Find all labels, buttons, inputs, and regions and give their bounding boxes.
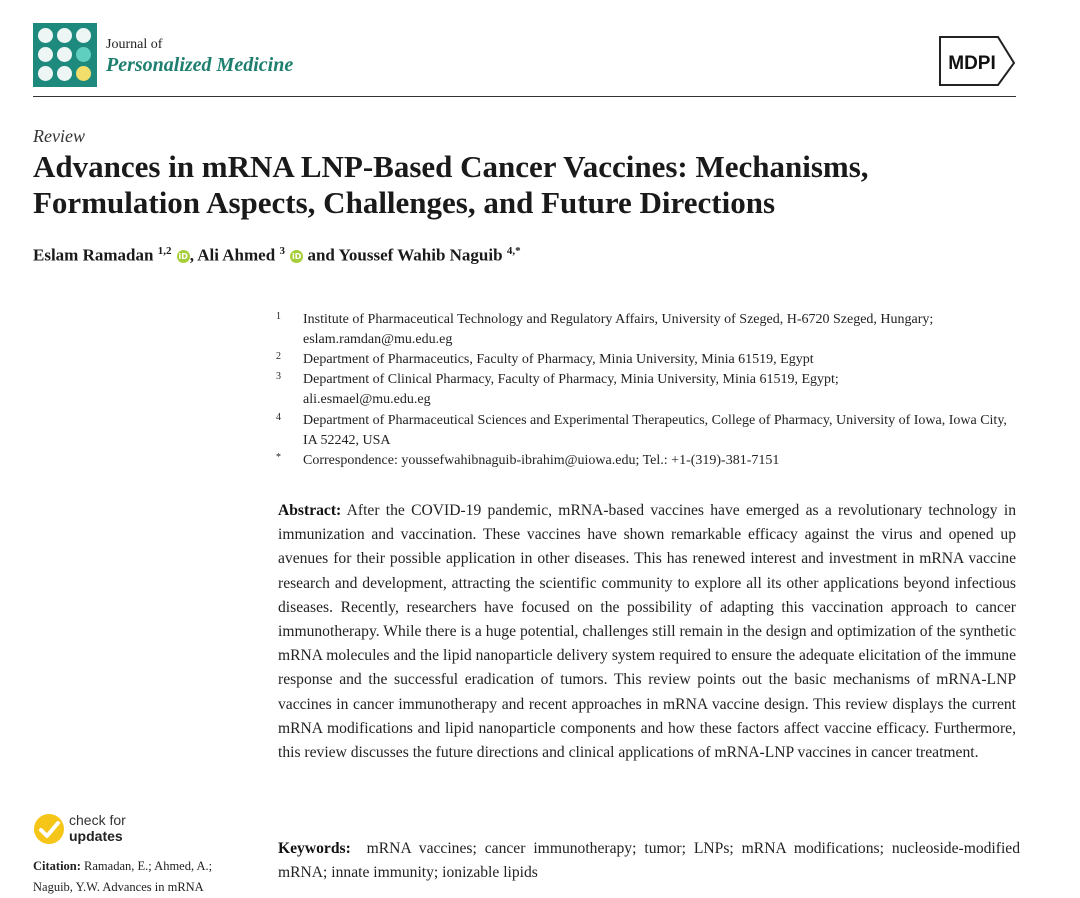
article-title: Advances in mRNA LNP-Based Cancer Vaccines: Mechanisms, Formulation Aspects, Challenges, and Future Directions	[33, 149, 869, 220]
logo-dot	[76, 47, 91, 62]
affiliation-number: 4	[276, 412, 281, 423]
keywords	[278, 837, 1020, 885]
logo-dot	[57, 66, 72, 81]
author-name[interactable]: Youssef Wahib Naguib	[338, 245, 503, 265]
affiliation-number: *	[276, 452, 281, 463]
logo-dot	[76, 28, 91, 43]
orcid-icon[interactable]: iD	[291, 251, 302, 261]
keywords-label: Keywords:	[278, 840, 351, 857]
logo-dot	[57, 28, 72, 43]
logo-dot	[38, 66, 53, 81]
affiliation-number: 3	[276, 371, 281, 382]
author-affiliation-sup: 4,*	[506, 245, 521, 257]
affiliation-number: 1	[276, 311, 281, 322]
logo-dot	[57, 47, 72, 62]
check-for-label[interactable]: check for	[69, 812, 126, 828]
logo-dot	[38, 47, 53, 62]
citation-text: Ramadan, E.; Ahmed, A.; Naguib, Y.W. Advances in mRNA	[33, 859, 213, 894]
affiliation-text: Correspondence: youssefwahibnaguib-ibrahim@uiowa.edu; Tel.: +1-(319)-381-7151	[303, 453, 780, 468]
check-for-updates-icon[interactable]	[33, 813, 65, 845]
citation	[33, 856, 253, 898]
author-name[interactable]: Ali Ahmed	[197, 245, 276, 265]
author-affiliation-sup: 1,2	[157, 245, 172, 257]
affiliation-number: 2	[276, 351, 281, 362]
abstract	[278, 499, 1016, 765]
author-affiliation-sup: 3	[279, 245, 285, 257]
logo-dot	[76, 66, 91, 81]
journal-logo	[33, 23, 97, 87]
mdpi-logo-text: MDPI	[948, 53, 996, 74]
author-list	[33, 245, 521, 266]
keywords-text: mRNA vaccines; cancer immunotherapy; tumor; LNPs; mRNA modifications; nucleoside-modified mRNA; innate immunity; ionizable lipids	[278, 840, 1021, 881]
affiliation-text: Department of Clinical Pharmacy, Faculty of Pharmacy, Minia University, Minia 61519, Egypt; ali.esmael@mu.edu.eg	[303, 372, 839, 407]
affiliation-text: Department of Pharmaceutics, Faculty of Pharmacy, Minia University, Minia 61519, Egypt	[303, 352, 814, 367]
article-type: Review	[33, 126, 85, 146]
author-name[interactable]: Eslam Ramadan	[33, 245, 154, 265]
author-separator: ,	[189, 245, 194, 265]
logo-dot	[38, 28, 53, 43]
updates-label[interactable]: updates	[69, 828, 123, 844]
abstract-text: After the COVID-19 pandemic, mRNA-based vaccines have emerged as a revolutionary technology in immunization and vaccination. These vaccines have shown remarkable efficacy against the virus and opened up avenues for their possible application in other diseases. This has renewed interest and investment in mRNA vaccine research and development, attracting the scientific community to explore all its other applications beyond infectious diseases. Recently, researchers have focused on the possibility of adapting this vaccination approach to cancer immunotherapy. While there is a huge potential, challenges still remain in the design and optimization of the synthetic mRNA molecules and the lipid nanoparticle delivery system required to ensure the adequate elicitation of the immune response and the successful eradication of tumors. This review points out the basic mechanisms of mRNA-LNP vaccines in cancer immunotherapy and recent approaches in mRNA vaccine design. This review displays the current mRNA modifications and lipid nanoparticle components and how these factors affect vaccine efficacy. Furthermore, this review discusses the future directions and clinical applications of mRNA-LNP vaccines in cancer treatment.	[278, 502, 1016, 762]
affiliation-text: Institute of Pharmaceutical Technology and Regulatory Affairs, University of Szeged, H-6720 Szeged, Hungary; eslam.ramdan@mu.edu.eg	[303, 312, 934, 347]
citation-label: Citation:	[33, 859, 81, 873]
author-separator: and	[303, 245, 335, 265]
abstract-label: Abstract:	[278, 502, 342, 519]
journal-name: Personalized Medicine	[106, 54, 294, 76]
orcid-icon[interactable]: iD	[178, 251, 188, 261]
mdpi-logo	[936, 35, 1016, 87]
journal-of-label: Journal of	[106, 37, 163, 52]
header-divider	[33, 96, 1016, 97]
affiliation-text: Department of Pharmaceutical Sciences and Experimental Therapeutics, College of Pharmacy, University of Iowa, Iowa City, IA 52242, USA	[303, 413, 1007, 448]
